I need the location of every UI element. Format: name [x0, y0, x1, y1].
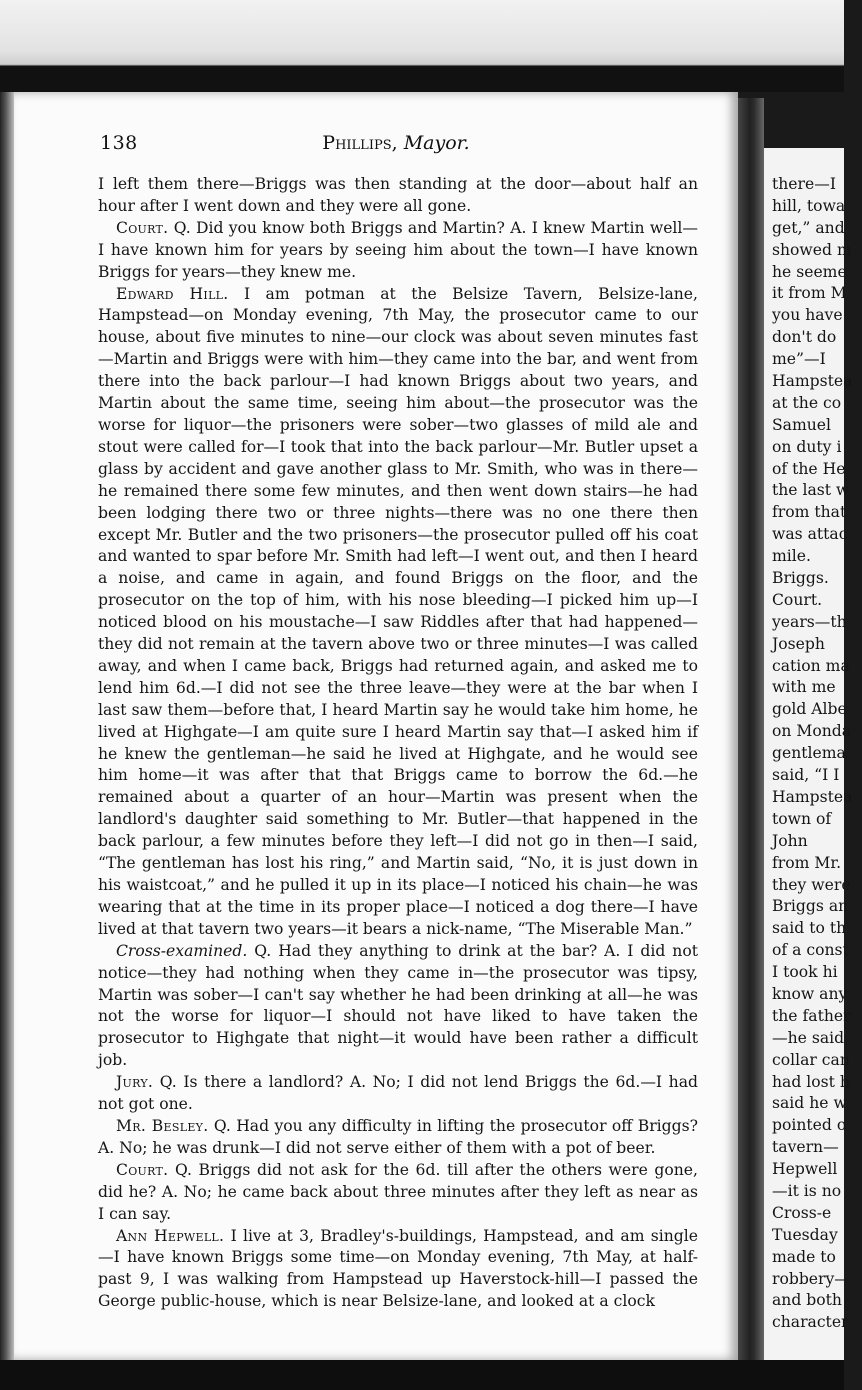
paragraph-text: Q. Had they anything to drink at the bar? A. I did not notice—they had nothing when they came in—the prosecutor was tipsy, Martin was sober—I can't say whether he had been drinking at all—he was not the worse for liquor—I should not have liked to have taken the prosecutor to Highgate that night—it would have been rather a difficult job. [98, 941, 698, 1070]
facing-page-line: Briggs. [772, 569, 829, 588]
speaker-name: Ann Hepwell. [116, 1226, 225, 1245]
facing-page-line: —it is no [772, 1181, 842, 1200]
facing-page-line: on Monda [772, 722, 852, 741]
section-lead: Cross-examined. [116, 941, 248, 960]
facing-page-line: he seeme [772, 262, 847, 281]
right-facing-page [764, 148, 853, 1360]
facing-page-line: with me [772, 678, 836, 697]
facing-page-line: robbery— [772, 1269, 850, 1288]
facing-page-line: tavern— [772, 1138, 839, 1157]
paragraph-text: Q. Is there a landlord? A. No; I did not lend Briggs the 6d.—I had not got one. [98, 1073, 698, 1114]
facing-page-line: and both [772, 1291, 842, 1310]
facing-page-line: Joseph [772, 634, 825, 653]
testimony-paragraph [98, 284, 698, 941]
facing-page-line: on duty i [772, 437, 842, 456]
scanner-background-bottom [0, 1360, 844, 1390]
facing-page-line: made to [772, 1247, 836, 1266]
speaker-name: Jury. [116, 1073, 154, 1092]
speaker-name: Court. [116, 1160, 169, 1179]
facing-page-line: from Mr. [772, 853, 842, 872]
testimony-paragraph [98, 941, 698, 1072]
page-header [86, 130, 706, 160]
facing-page-line: years—th [772, 612, 847, 631]
facing-page-line: the last w [772, 481, 850, 500]
facing-page-line: gold Albe [772, 700, 847, 719]
facing-page-line: I took hi [772, 963, 838, 982]
paragraph-text: Q. Briggs did not ask for the 6d. till after the others were gone, did he? A. No; he came back about three minutes after they left as near as I can say. [98, 1160, 698, 1223]
paragraph-text: I am potman at the Belsize Tavern, Belsize-lane, Hampstead—on Monday evening, 7th May, the prosecutor came to our house, about five minutes to nine—our clock was about seven minutes fast—Martin and Briggs were with him—they came into the bar, and went from there into the back parlour—I had known Briggs about two years, and Martin about the same time, seeing him about—the prosecutor was the worse for liquor—the prisoners were sober—two glasses of mild ale and stout were called for—I took that into the back parlour—Mr. Butler upset a glass by accident and gave another glass to Mr. Smith, who was in there—he remained there some few minutes, and then went down stairs—he had been lodging there two or three nights—there was no one there then except Mr. Butler and the two prisoners—the prosecutor pulled off his coat and wanted to spar before Mr. Smith had left—I went out, and then I heard a noise, and came in again, and found Briggs on the floor, and the prosecutor on the top of him, with his nose bleeding—I picked him up—I noticed blood on his moustache—I saw Riddles after that had happened—they did not remain at the tavern above two or three minutes—I was called away, and when I came back, Briggs had returned again, and asked me to lend him 6d.—I did not see the three leave—they were at the bar when I last saw them—before that, I heard Martin say he would take him home, he lived at Highgate—I am quite sure I heard Martin say that—I asked him if he knew the gentleman—he said he lived at Highgate, and he would see him home—it was after that that Briggs came to borrow the 6d.—he remained about a quarter of an hour—Martin was present when the landlord's daughter said something to Mr. Butler—that happened in the back parlour, a few minutes before they left—I did not go in then—I said, “The gentleman has lost his ring,” and Martin said, “No, it is just down in his waistcoat,” and he pulled it up in its place—I noticed his chain—he was wearing that at the time in its proper place—I noticed a dog there—I have lived at that tavern two years—it bears a nick-name, “The Miserable Man.” [98, 284, 698, 938]
testimony-paragraph [98, 174, 698, 218]
facing-page-line: gentlema [772, 744, 846, 763]
page-number: 138 [100, 132, 138, 154]
running-title-name: Phillips, [322, 132, 398, 154]
facing-page-line: Tuesday [772, 1225, 838, 1244]
facing-page-line: of the He [772, 459, 846, 478]
facing-page-line: you have [772, 306, 843, 325]
speaker-name: Edward Hill. [116, 284, 229, 303]
facing-page-line: had lost h [772, 1072, 850, 1091]
facing-page-line: they were [772, 875, 851, 894]
facing-page-line: Court. [772, 590, 823, 609]
facing-page-line: Hampstea [772, 787, 853, 806]
book-gutter [738, 98, 764, 1360]
testimony-paragraph [98, 1072, 698, 1116]
facing-page-line: —he said [772, 1028, 845, 1047]
facing-page-line: Samuel [772, 415, 832, 434]
facing-page-line: get,” and [772, 218, 845, 237]
facing-page-line: John [772, 831, 808, 850]
testimony-paragraph [98, 1160, 698, 1226]
facing-page-line: collar can [772, 1050, 850, 1069]
testimony-paragraph [98, 1116, 698, 1160]
speaker-name: Mr. Besley. [116, 1116, 209, 1135]
facing-page-line: it from M [772, 284, 847, 303]
facing-page-line: said, “I I [772, 766, 840, 785]
scanner-background-top [0, 0, 844, 92]
facing-page-line: Hampstea [772, 372, 853, 391]
paragraph-text: Q. Had you any difficulty in lifting the prosecutor off Briggs? A. No; he was drunk—I did not serve either of them with a pot of beer. [98, 1116, 698, 1157]
facing-page-line: don't do [772, 328, 837, 347]
facing-page-line: from that [772, 503, 847, 522]
facing-page-line: character [772, 1313, 849, 1332]
testimony-paragraph [98, 218, 698, 284]
facing-page-line: Briggs an [772, 897, 849, 916]
paragraph-text: I live at 3, Bradley's-buildings, Hampstead, and am single—I have known Briggs some time—on Monday evening, 7th May, at half-past 9, I was walking from Hampstead up Haverstock-hill—I passed the George public-house, which is near Belsize-lane, and looked at a clock [98, 1226, 698, 1311]
facing-page-line: mile. [772, 547, 811, 566]
facing-page-line: showed m [772, 240, 852, 259]
facing-page-line: there—I [772, 175, 836, 193]
facing-page-line: hill, towa [772, 196, 846, 215]
testimony-paragraph [98, 1226, 698, 1314]
facing-page-line: know any [772, 984, 848, 1003]
facing-page-line: pointed o [772, 1116, 847, 1135]
facing-page-line: at the co [772, 393, 842, 412]
facing-page-line: said he w [772, 1094, 847, 1113]
facing-page-line: town of [772, 809, 832, 828]
running-title-role: Mayor. [403, 132, 470, 154]
facing-page-text [772, 174, 862, 1334]
book-left-edge [0, 92, 14, 1390]
facing-page-line: cation ma [772, 656, 850, 675]
page-body [98, 174, 698, 1313]
paragraph-text: I left them there—Briggs was then standing at the door—about half an hour after I went down and they were all gone. [98, 175, 698, 215]
facing-page-line: the father [772, 1006, 851, 1025]
facing-page-line: of a const [772, 941, 849, 960]
facing-page-line: me”—I [772, 350, 826, 369]
speaker-name: Court. [116, 218, 169, 237]
facing-page-line: was attac [772, 525, 848, 544]
facing-page-line: Hepwell [772, 1160, 838, 1179]
running-title [86, 132, 706, 154]
facing-page-line: said to th [772, 919, 847, 938]
paragraph-text: Q. Did you know both Briggs and Martin? A. I knew Martin well—I have known him for years by seeing him about the town—I have known Briggs for years—they knew me. [98, 218, 698, 281]
facing-page-line: Cross-e [772, 1203, 832, 1222]
